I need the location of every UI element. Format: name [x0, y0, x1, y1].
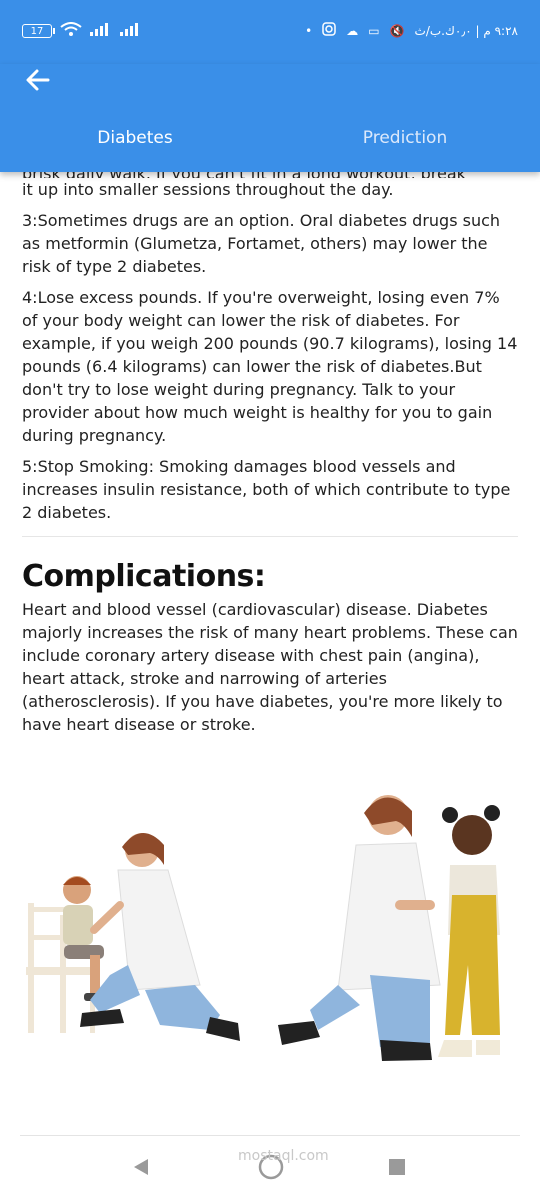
doctor-illustration-right [278, 795, 440, 1061]
signal-icon-2 [120, 22, 142, 40]
battery-icon [22, 24, 52, 38]
wifi-icon [60, 22, 82, 40]
system-navigation-bar [20, 1135, 520, 1201]
status-bar [0, 0, 540, 64]
sim-icon: ▭ [368, 23, 380, 38]
child-patient-illustration [63, 876, 106, 1001]
status-left [22, 22, 142, 40]
signal-icon [90, 22, 112, 40]
recents-nav-icon[interactable] [388, 1158, 406, 1180]
prevention-step-5: 5:Stop Smoking: Smoking damages blood vessels and increases insulin resistance, both of which contribute to type 2 diabetes. [22, 457, 511, 522]
cloud-icon: ☁ [346, 23, 359, 38]
mute-icon: 🔇 [389, 23, 405, 38]
tab-bar [0, 128, 540, 156]
tab-prediction[interactable]: Prediction [362, 128, 448, 148]
prevention-step-3: 3:Sometimes drugs are an option. Oral diabetes drugs such as metformin (Glumetza, Fortamet, others) may lower the risk of type 2 diabetes. [22, 211, 501, 276]
doctor-children-illustration [20, 785, 520, 1095]
prevention-step-4: 4:Lose excess pounds. If you're overweight, losing even 7% of your body weight can lower the risk of diabetes. For example, if you weigh 200 pounds (90.7 kilograms), losing 14 pounds (6.4 kilograms) can lower the risk of diabetes.But don't try to lose weight during pregnancy. Talk to your provider about how much weight is healthy for you to gain during pregnancy. [22, 288, 518, 445]
complications-text: Heart and blood vessel (cardiovascular) disease. Diabetes majorly increases the risk of many heart problems. These can include coronary artery disease with chest pain (angina), heart attack, stroke and narrowing of arteries (atherosclerosis). If you have diabetes, you're more likely to have heart disease or stroke. [22, 600, 518, 734]
section-divider [22, 536, 518, 537]
dot-icon: • [305, 23, 313, 38]
instagram-icon [322, 22, 336, 39]
status-time: ٩:٢٨ م | ٠٫٠ك.ب/ث [414, 23, 518, 38]
status-right [305, 22, 518, 39]
app-bar [0, 64, 540, 172]
doctor-illustration-left [80, 833, 240, 1041]
back-arrow-icon[interactable] [24, 64, 54, 94]
child-girl-illustration [438, 805, 500, 1057]
battery-level: 17 [30, 26, 44, 37]
back-nav-icon[interactable] [132, 1158, 150, 1180]
watermark-text: mostaql.com [238, 1148, 329, 1164]
partial-text-line-2: it up into smaller sessions throughout the day. [22, 180, 394, 199]
article-content [22, 162, 518, 736]
complications-heading: Complications: [22, 559, 266, 594]
tab-diabetes[interactable]: Diabetes [97, 128, 173, 148]
